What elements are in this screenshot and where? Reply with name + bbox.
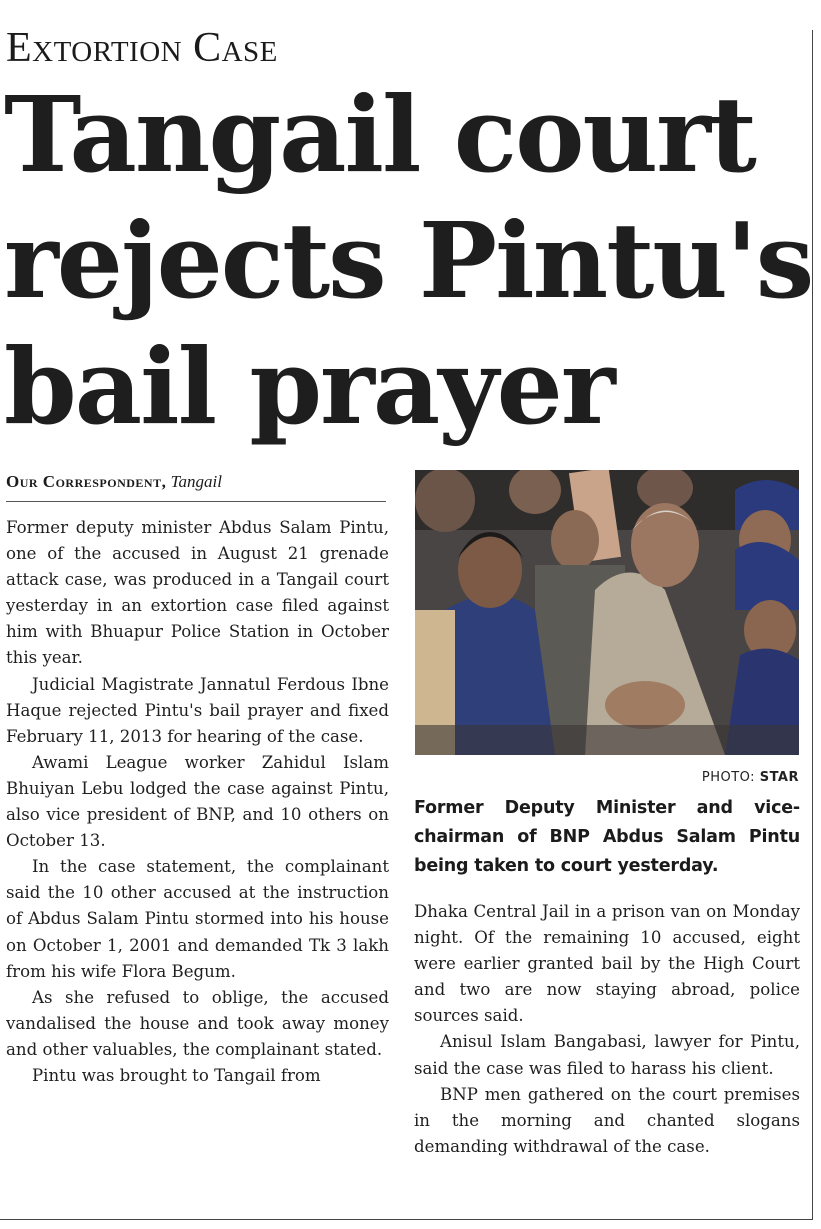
- body-column-1: [6, 515, 389, 1089]
- byline-rule: [6, 501, 386, 502]
- photo-caption: Former Deputy Minister and vice-chairman of BNP Abdus Salam Pintu being taken to court yesterday.: [414, 798, 800, 876]
- kicker: Extortion Case: [6, 25, 278, 71]
- headline: [4, 72, 813, 450]
- bottom-rule: [0, 1219, 812, 1220]
- byline-place: Tangail: [170, 472, 222, 491]
- crowd-photo-illustration: [415, 470, 799, 755]
- byline: [6, 472, 386, 492]
- photo-credit-source: STAR: [759, 770, 799, 785]
- photo-credit: [415, 770, 799, 785]
- headline-line: Tangail court: [4, 73, 755, 196]
- news-photo: [415, 470, 799, 755]
- body-column-2: [414, 899, 800, 1160]
- paragraph: Anisul Islam Bangabasi, lawyer for Pintu, said the case was filed to harass his client.: [414, 1032, 800, 1078]
- paragraph: Pintu was brought to Tangail from: [32, 1065, 321, 1085]
- headline-line: rejects Pintu's: [4, 199, 813, 322]
- paragraph: Awami League worker Zahidul Islam Bhuiyan Lebu lodged the case against Pintu, also vice president of BNP, and 10 others on October 13.: [6, 752, 389, 851]
- paragraph: In the case statement, the complainant said the 10 other accused at the instruction of Abdus Salam Pintu stormed into his house on October 1, 2001 and demanded Tk 3 lakh from his wife Flora Begum.: [6, 857, 389, 981]
- paragraph: Dhaka Central Jail in a prison van on Monday night. Of the remaining 10 accused, eight were earlier granted bail by the High Court and two are now staying abroad, police sources said.: [414, 902, 800, 1026]
- headline-line: bail prayer: [4, 325, 614, 448]
- right-column-rule: [812, 30, 813, 1220]
- photo-credit-label: PHOTO:: [701, 770, 760, 785]
- byline-author: Our Correspondent,: [6, 472, 167, 491]
- paragraph: Former deputy minister Abdus Salam Pintu, one of the accused in August 21 grenade attack case, was produced in a Tangail court yesterday in an extortion case filed against him with Bhuapur Police Station in October this year.: [6, 518, 389, 668]
- paragraph: Judicial Magistrate Jannatul Ferdous Ibne Haque rejected Pintu's bail prayer and fixed February 11, 2013 for hearing of the case.: [6, 674, 389, 746]
- paragraph: BNP men gathered on the court premises in the morning and chanted slogans demanding withdrawal of the case.: [414, 1084, 800, 1156]
- paragraph: As she refused to oblige, the accused vandalised the house and took away money and other valuables, the complainant stated.: [6, 987, 389, 1059]
